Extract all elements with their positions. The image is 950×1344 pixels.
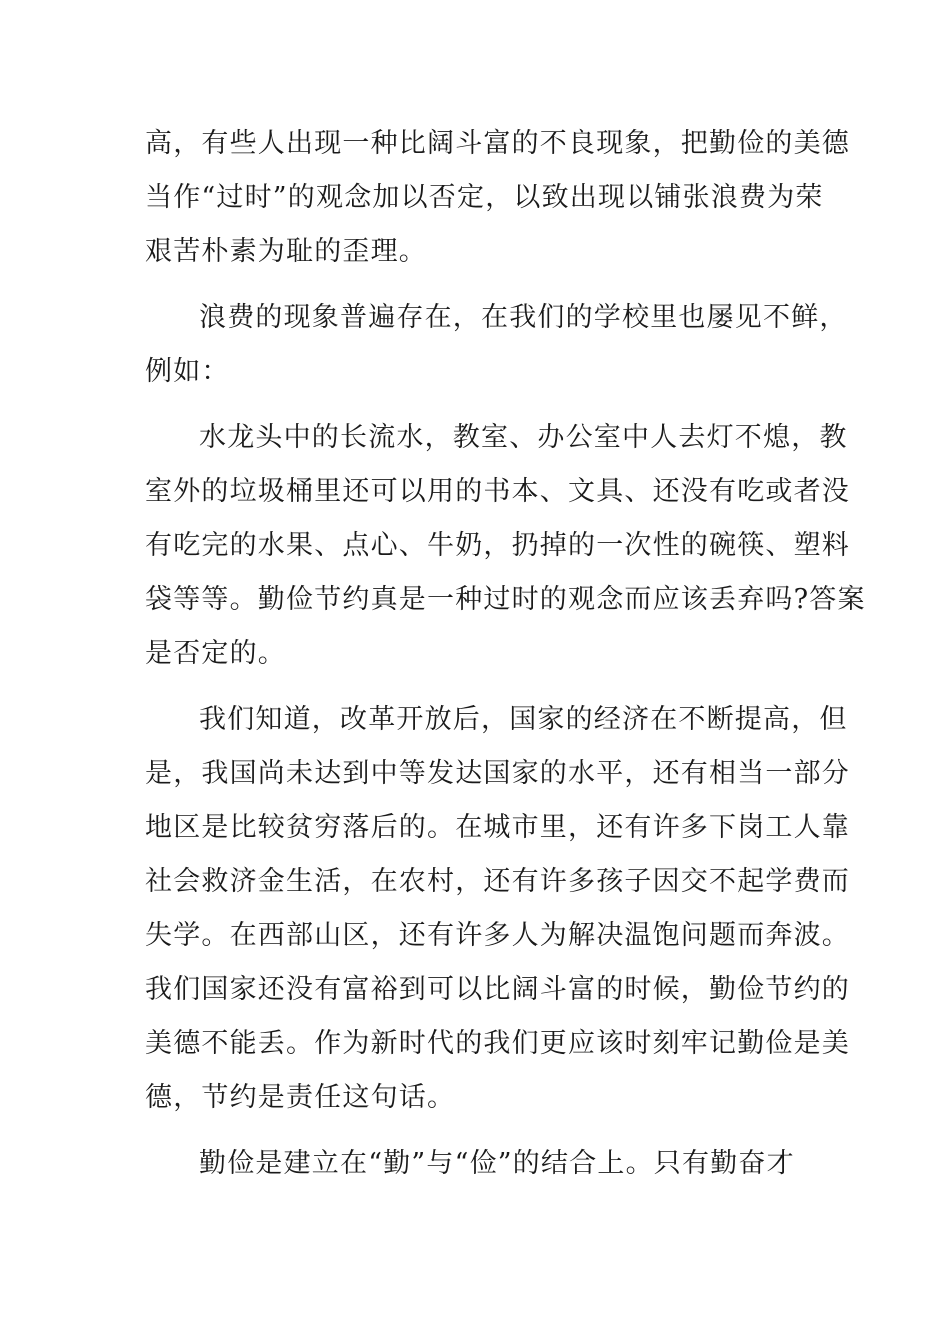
text-line: 社会救济金生活，在农村，还有许多孩子因交不起学费而 bbox=[145, 866, 850, 897]
text-line: 勤俭是建立在“勤”与“俭”的结合上。只有勤奋才 bbox=[199, 1148, 795, 1179]
text-line: 例如： bbox=[145, 356, 230, 387]
paragraph bbox=[145, 1137, 810, 1191]
text-line: 是否定的。 bbox=[145, 638, 286, 669]
text-line: 我们国家还没有富裕到可以比阔斗富的时候，勤俭节约的 bbox=[145, 974, 850, 1005]
paragraph bbox=[145, 117, 850, 279]
text-line: 袋等等。勤俭节约真是一种过时的观念而应该丢弃吗?答案 bbox=[145, 584, 866, 615]
text-line: 浪费的现象普遍存在，在我们的学校里也屡见不鲜， bbox=[199, 302, 848, 333]
paragraph bbox=[145, 291, 848, 399]
text-line: 我们知道，改革开放后，国家的经济在不断提高，但 bbox=[199, 704, 848, 735]
document-body bbox=[145, 117, 866, 1191]
text-line: 是，我国尚未达到中等发达国家的水平，还有相当一部分 bbox=[145, 758, 850, 789]
text-line: 美德不能丢。作为新时代的我们更应该时刻牢记勤俭是美 bbox=[145, 1028, 850, 1059]
text-line: 室外的垃圾桶里还可以用的书本、文具、还没有吃或者没 bbox=[145, 476, 850, 507]
text-line: 失学。在西部山区，还有许多人为解决温饱问题而奔波。 bbox=[145, 920, 850, 951]
text-line: 水龙头中的长流水，教室、办公室中人去灯不熄，教 bbox=[199, 422, 848, 453]
text-line: 当作“过时”的观念加以否定，以致出现以铺张浪费为荣 bbox=[145, 182, 824, 213]
text-line: 艰苦朴素为耻的歪理。 bbox=[145, 236, 427, 267]
text-line: 地区是比较贫穷落后的。在城市里，还有许多下岗工人靠 bbox=[145, 812, 850, 843]
paragraph bbox=[145, 693, 850, 1125]
paragraph bbox=[145, 411, 866, 681]
text-line: 德，节约是责任这句话。 bbox=[145, 1082, 456, 1113]
text-line: 有吃完的水果、点心、牛奶，扔掉的一次性的碗筷、塑料 bbox=[145, 530, 850, 561]
text-line: 高，有些人出现一种比阔斗富的不良现象，把勤俭的美德 bbox=[145, 128, 850, 159]
